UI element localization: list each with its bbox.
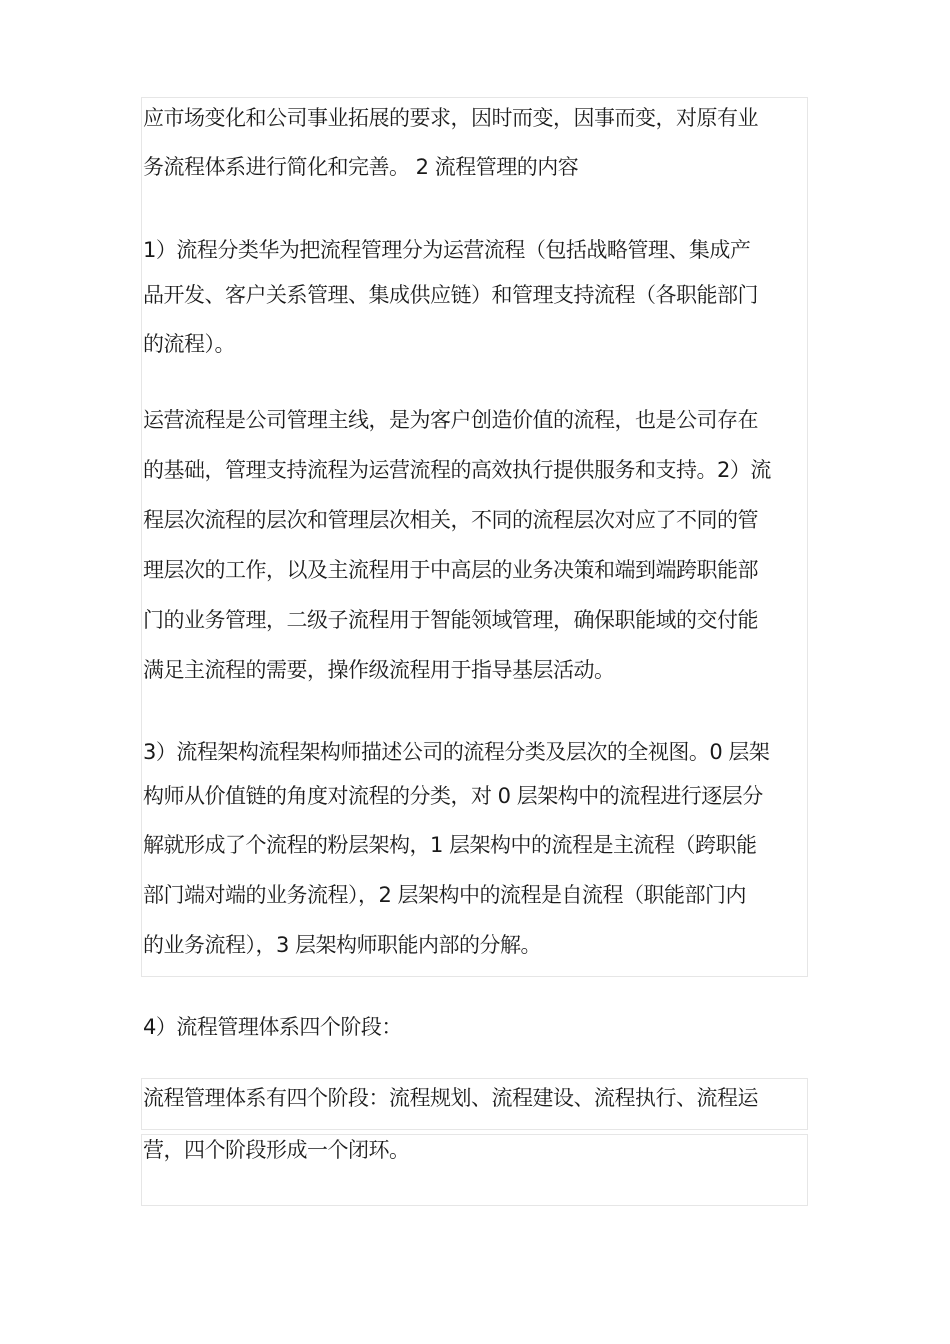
text-line: 流程管理体系有四个阶段：流程规划、流程建设、流程执行、流程运 — [143, 1086, 758, 1110]
text-line: 解就形成了个流程的粉层架构，1 层架构中的流程是主流程（跨职能 — [143, 833, 757, 857]
text-line: 满足主流程的需要，操作级流程用于指导基层活动。 — [143, 658, 615, 682]
text-line: 部门端对端的业务流程），2 层架构中的流程是自流程（职能部门内 — [143, 883, 747, 907]
text-line: 营，四个阶段形成一个闭环。 — [143, 1138, 410, 1162]
text-line: 务流程体系进行简化和完善。 2 流程管理的内容 — [143, 155, 579, 179]
text-line: 品开发、客户关系管理、集成供应链）和管理支持流程（各职能部门 — [143, 283, 758, 307]
text-line: 1）流程分类华为把流程管理分为运营流程（包括战略管理、集成产 — [143, 238, 751, 262]
text-line: 3）流程架构流程架构师描述公司的流程分类及层次的全视图。0 层架 — [143, 740, 770, 764]
text-line: 构师从价值链的角度对流程的分类，对 0 层架构中的流程进行逐层分 — [143, 784, 763, 808]
text-line: 的流程）。 — [143, 332, 235, 356]
text-line: 运营流程是公司管理主线，是为客户创造价值的流程，也是公司存在 — [143, 408, 758, 432]
text-line: 门的业务管理，二级子流程用于智能领域管理，确保职能域的交付能 — [143, 608, 758, 632]
text-line: 的基础，管理支持流程为运营流程的高效执行提供服务和支持。2）流 — [143, 458, 771, 482]
text-line: 4）流程管理体系四个阶段： — [143, 1015, 402, 1039]
text-line: 理层次的工作，以及主流程用于中高层的业务决策和端到端跨职能部 — [143, 558, 758, 582]
text-line: 程层次流程的层次和管理层次相关，不同的流程层次对应了不同的管 — [143, 508, 758, 532]
text-line: 的业务流程），3 层架构师职能内部的分解。 — [143, 933, 542, 957]
text-line: 应市场变化和公司事业拓展的要求，因时而变，因事而变，对原有业 — [143, 106, 758, 130]
